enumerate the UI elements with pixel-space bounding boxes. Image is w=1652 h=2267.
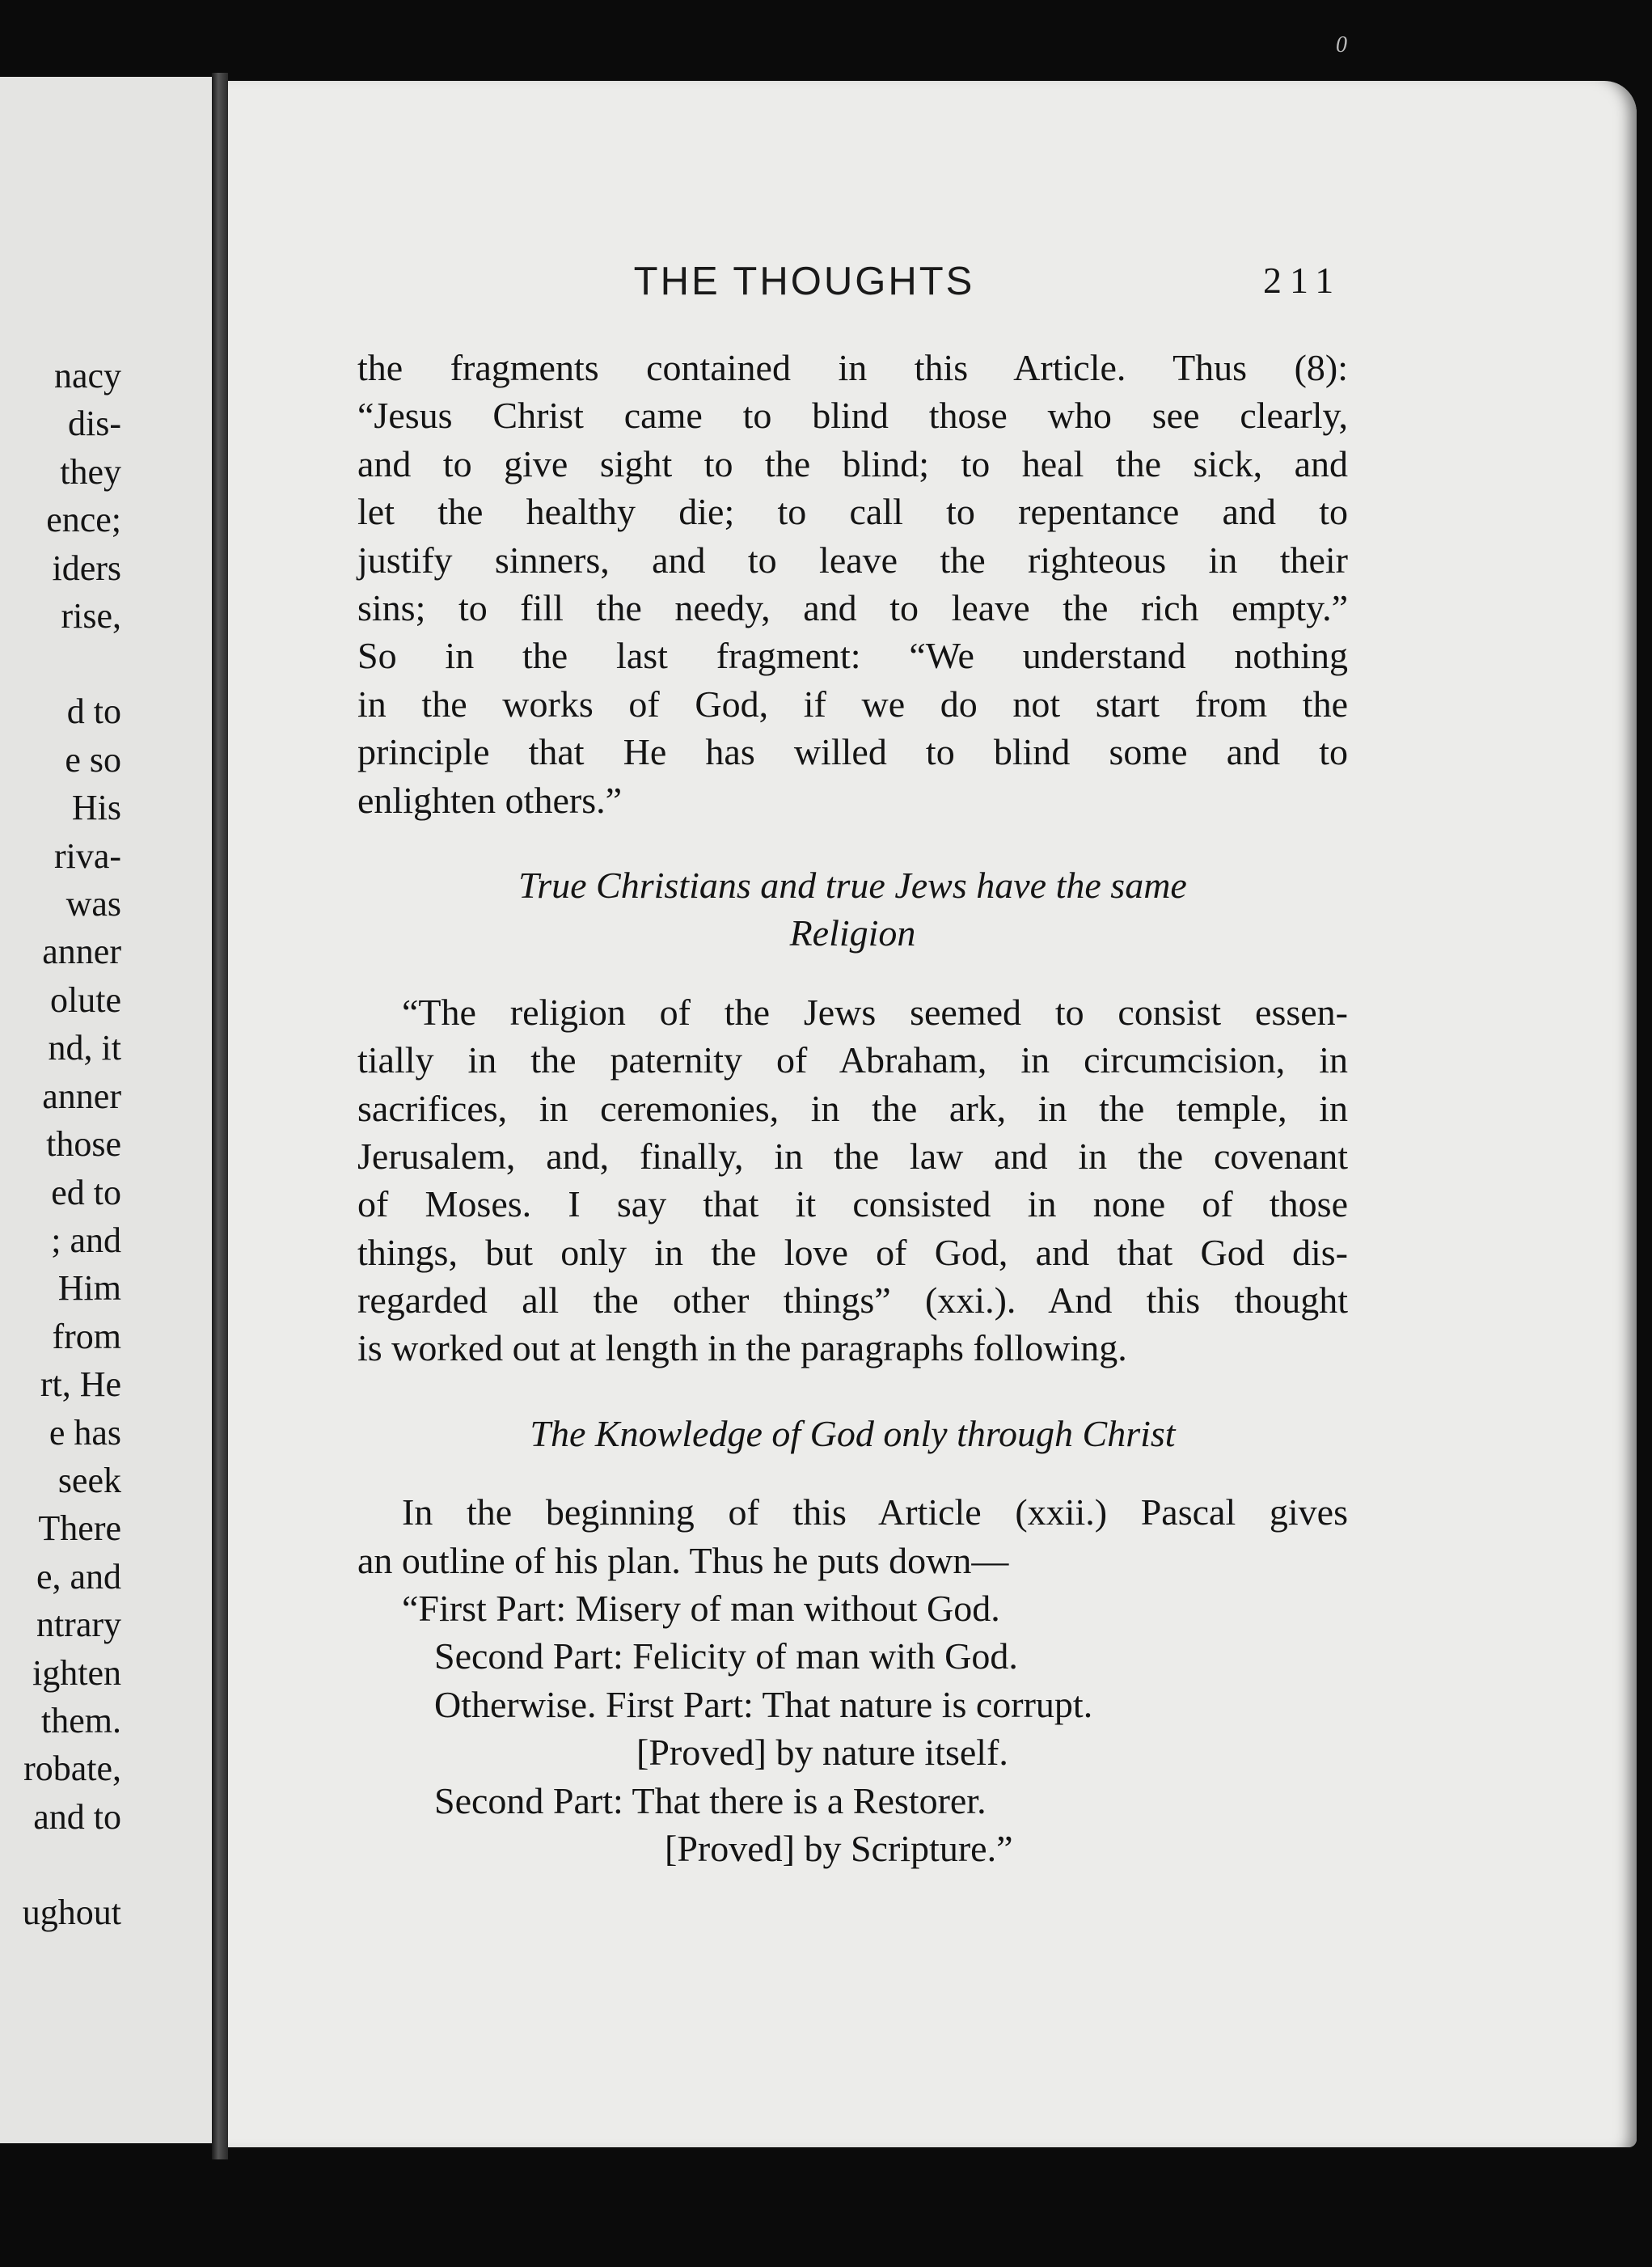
outline-line: “First Part: Misery of man without God. — [402, 1588, 1000, 1630]
section-paragraph — [357, 1488, 1587, 1584]
corner-mark: 0 — [1336, 32, 1347, 57]
facing-line: His — [71, 788, 121, 828]
facing-line: e, and — [36, 1556, 121, 1597]
facing-line: e so — [65, 739, 121, 780]
text-line: “The religion of the Jews seemed to consist essen- — [402, 991, 1348, 1033]
text-line: and to give sight to the blind; to heal the sick, and — [357, 442, 1348, 484]
outline-line: [Proved] by nature itself. — [636, 1732, 1008, 1774]
facing-line: nd, it — [48, 1028, 121, 1068]
text-line: So in the last fragment: “We understand nothing — [357, 635, 1348, 677]
page-header — [228, 259, 1637, 324]
book-gutter — [212, 73, 228, 2159]
facing-line: them. — [41, 1700, 121, 1740]
text-line: Jerusalem, and, finally, in the law and in the covenant — [357, 1135, 1348, 1177]
facing-line: ed to — [51, 1172, 121, 1212]
facing-line: olute — [50, 979, 121, 1020]
text-line: the fragments contained in this Article. Thus (8): — [357, 347, 1348, 388]
page-number: 211 — [1263, 260, 1342, 301]
outline-line: Second Part: That there is a Restorer. — [434, 1779, 987, 1821]
text-line: tially in the paternity of Abraham, in circumcision, in — [357, 1039, 1348, 1081]
facing-line: nacy — [53, 356, 121, 395]
running-title: THE THOUGHTS — [633, 260, 975, 303]
facing-line: d to — [66, 692, 121, 732]
text-line: “Jesus Christ came to blind those who see clearly, — [357, 395, 1348, 437]
text-line: In the beginning of this Article (xxii.) Pascal gives — [402, 1491, 1348, 1533]
text-line: principle that He has willed to blind some and to — [357, 731, 1348, 773]
facing-line: Him — [57, 1268, 121, 1309]
section-heading: The Knowledge of God only through Christ — [530, 1412, 1176, 1454]
facing-line: There — [38, 1508, 121, 1549]
text-line: let the healthy die; to call to repentance and to — [357, 491, 1348, 533]
book-page — [228, 81, 1637, 2147]
facing-line: iders — [52, 548, 121, 588]
text-line: of Moses. I say that it consisted in none of those — [357, 1183, 1348, 1225]
text-line: an outline of his plan. Thus he puts down— — [357, 1539, 1009, 1581]
facing-line: anner — [42, 932, 121, 972]
text-line: things, but only in the love of God, and that God dis- — [357, 1231, 1348, 1273]
heading-line: True Christians and true Jews have the same — [518, 864, 1187, 906]
facing-line: robate, — [23, 1749, 121, 1789]
section-heading — [357, 861, 1587, 958]
text-line: regarded all the other things” (xxi.). And this thought — [357, 1279, 1348, 1322]
facing-page-text — [0, 352, 121, 1937]
text-line: is worked out at length in the paragraphs following. — [357, 1327, 1127, 1369]
facing-line: rise, — [61, 596, 121, 637]
text-line: sins; to fill the needy, and to leave the rich empty.” — [357, 586, 1348, 628]
facing-line: ntrary — [36, 1605, 121, 1645]
facing-line: ughout — [22, 1893, 121, 1933]
facing-line: riva- — [53, 835, 121, 876]
facing-gap — [0, 1841, 121, 1888]
section-paragraph — [357, 988, 1587, 1372]
facing-line: and to — [33, 1796, 121, 1837]
text-line: in the works of God, if we do not start from the — [357, 683, 1348, 725]
facing-line: from — [52, 1316, 121, 1356]
outline-line: Otherwise. First Part: That nature is corrupt. — [434, 1683, 1093, 1725]
facing-line: those — [46, 1124, 121, 1165]
facing-line: ; and — [51, 1220, 121, 1260]
facing-line: e has — [49, 1412, 121, 1453]
text-line: sacrifices, in ceremonies, in the ark, in the temple, in — [357, 1087, 1348, 1129]
intro-paragraph — [357, 344, 1587, 824]
plan-outline — [357, 1584, 1587, 1872]
outline-line: Second Part: Felicity of man with God. — [434, 1635, 1018, 1677]
facing-line: rt, He — [40, 1364, 121, 1405]
facing-line: they — [60, 451, 121, 492]
heading-line: Religion — [789, 912, 916, 954]
facing-line: ence; — [46, 500, 121, 540]
facing-line: seek — [57, 1460, 121, 1500]
facing-line: dis- — [68, 404, 121, 444]
facing-line: ighten — [32, 1652, 121, 1693]
text-line: enlighten others.” — [357, 779, 623, 821]
page-body — [357, 344, 1587, 1872]
outline-line: [Proved] by Scripture.” — [665, 1827, 1013, 1869]
text-line: justify sinners, and to leave the righteous in their — [357, 539, 1348, 581]
facing-line: anner — [42, 1076, 121, 1116]
facing-line: was — [65, 884, 121, 924]
facing-gap — [0, 640, 121, 687]
facing-page-fragment — [0, 77, 212, 2143]
